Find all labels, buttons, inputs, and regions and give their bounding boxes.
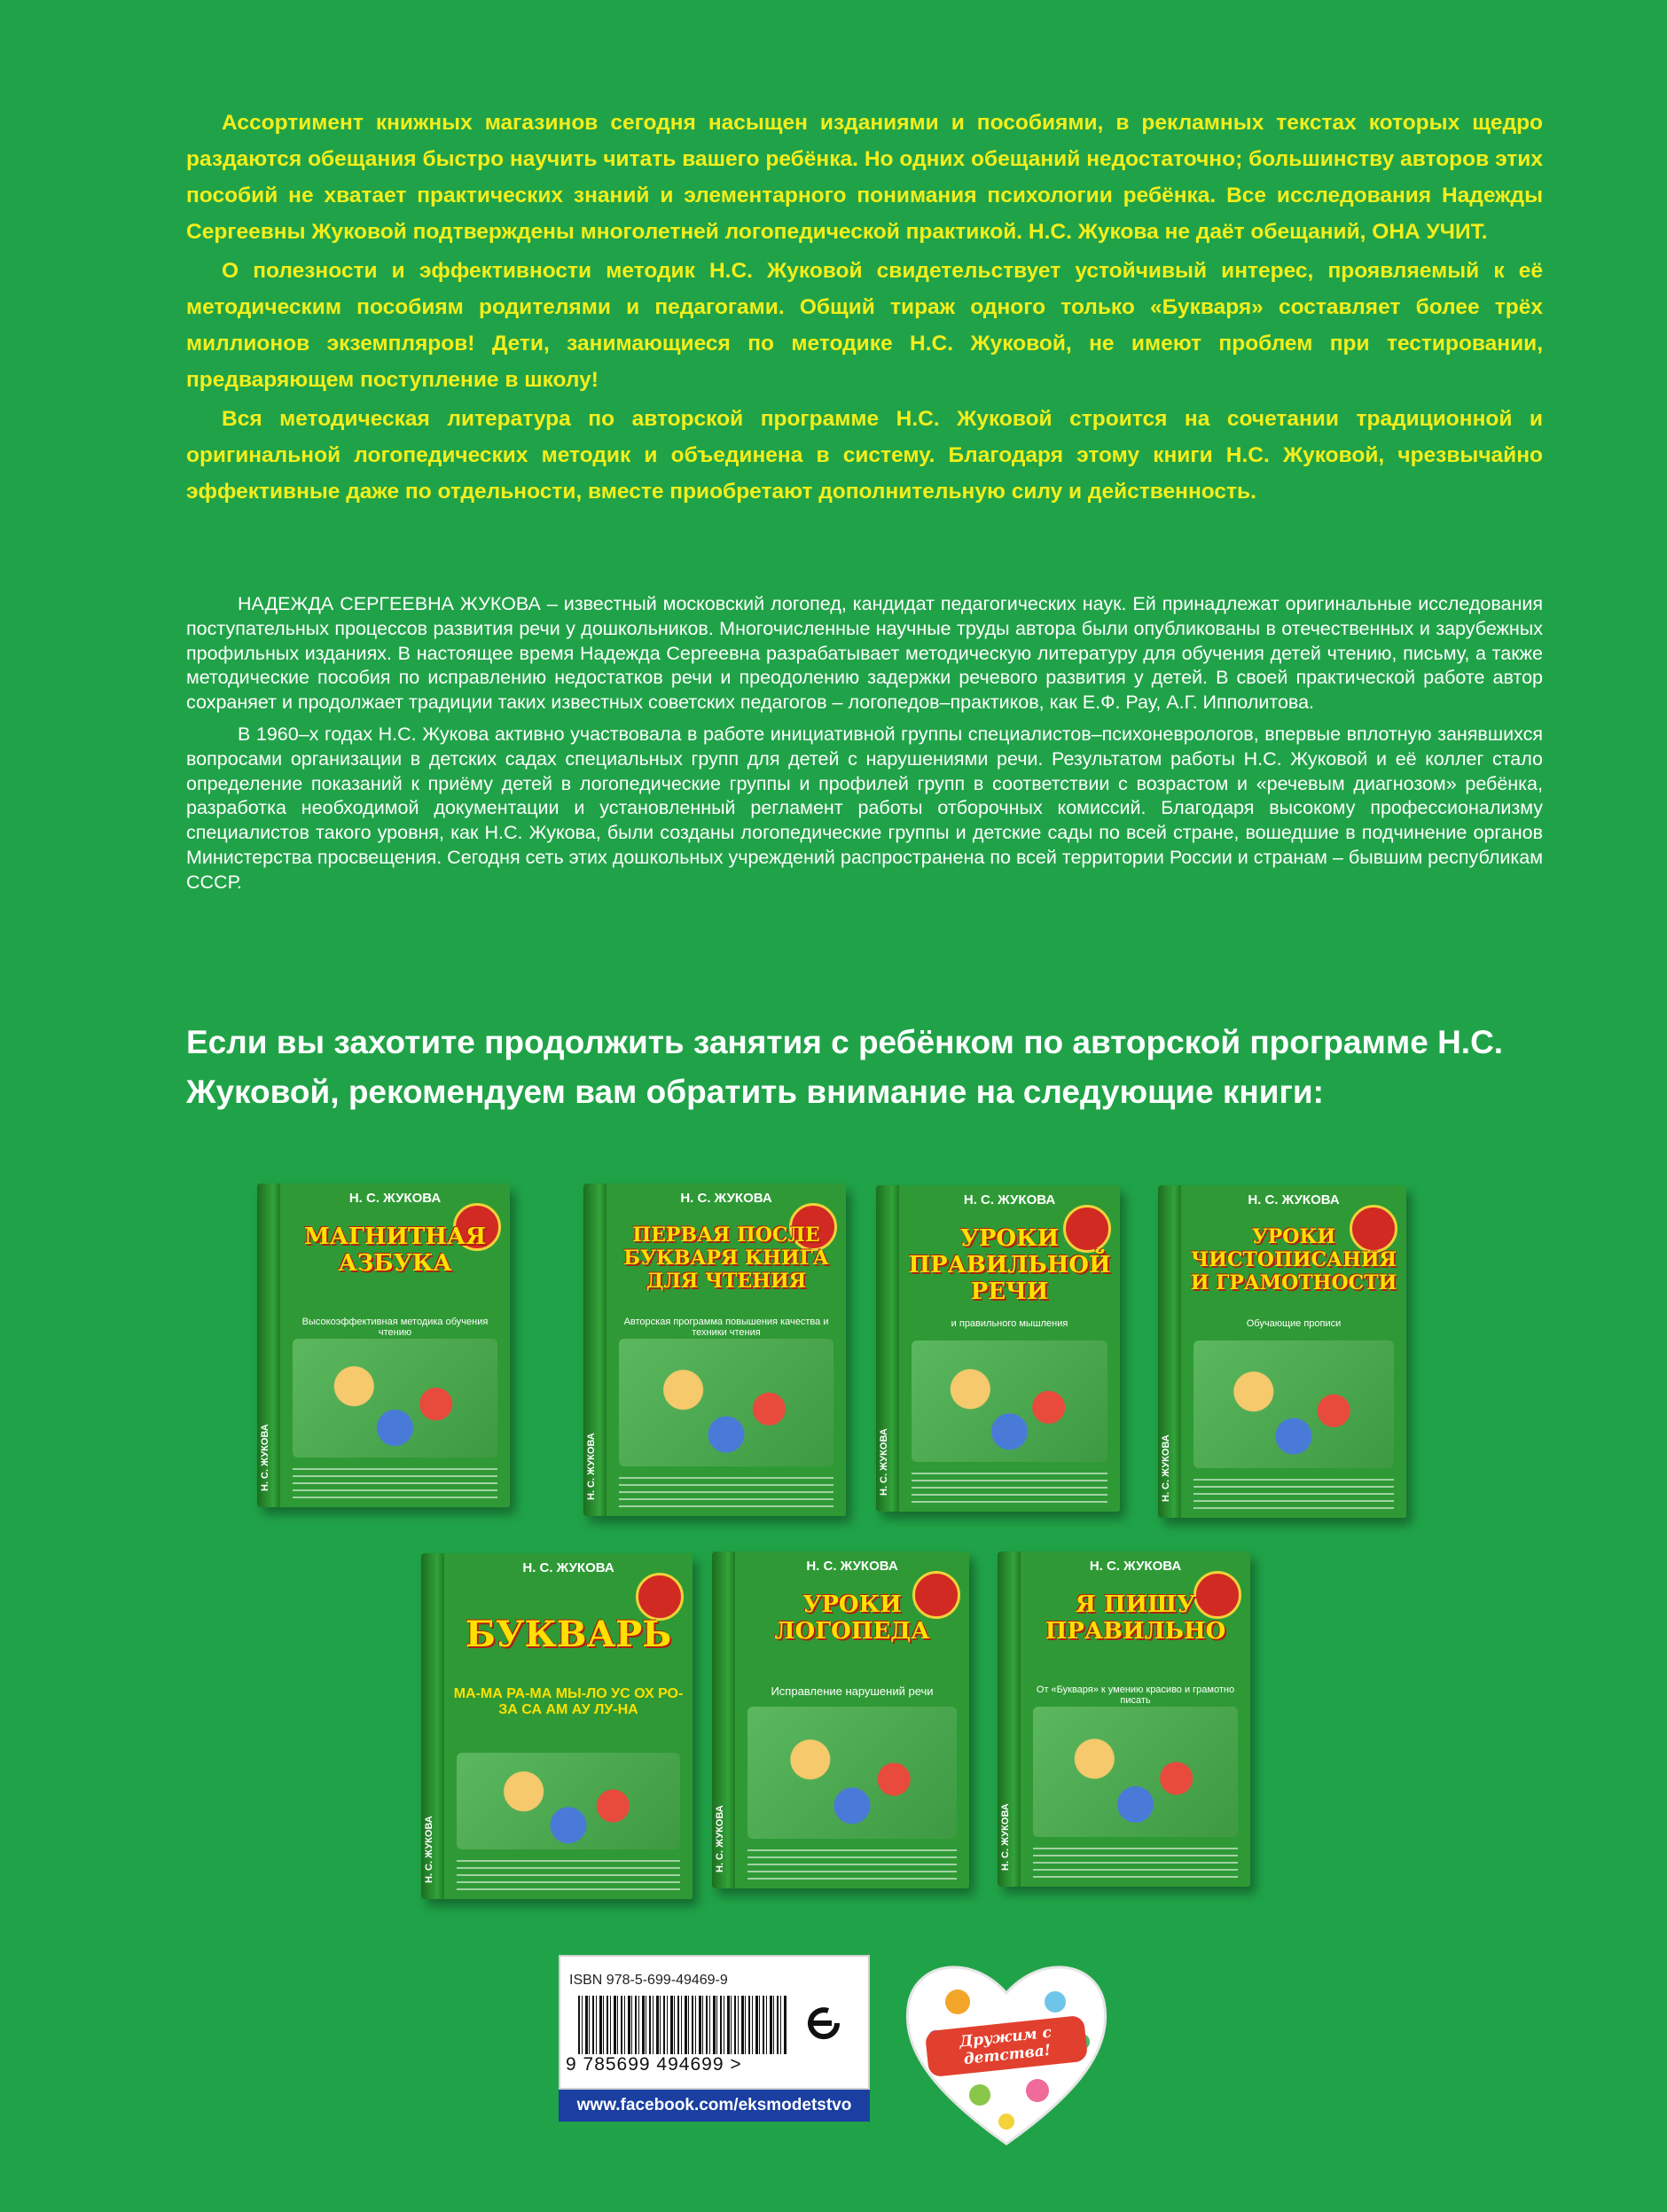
book-spine-text: Н. С. ЖУКОВА xyxy=(879,1428,889,1496)
barcode-icon xyxy=(578,1996,787,2054)
cover-illustration-icon xyxy=(747,1707,957,1839)
book-spine-text: Н. С. ЖУКОВА xyxy=(1000,1803,1011,1871)
book-spine-text: Н. С. ЖУКОВА xyxy=(424,1816,434,1883)
book-title: УРОКИ ПРАВИЛЬНОЙ РЕЧИ xyxy=(908,1225,1111,1305)
book-correct-speech[interactable] xyxy=(876,1185,1120,1512)
cover-illustration-icon xyxy=(293,1339,497,1458)
book-author: Н. С. ЖУКОВА xyxy=(522,1560,614,1575)
intro-text xyxy=(186,105,1543,512)
book-author: Н. С. ЖУКОВА xyxy=(1248,1192,1340,1208)
barcode-digits: 9 785699 494699 > xyxy=(566,2054,742,2075)
cover-notes xyxy=(619,1472,834,1507)
cover-illustration-icon xyxy=(457,1753,680,1849)
isbn-label: ISBN 978-5-699-49469-9 xyxy=(569,1973,728,1988)
book-spine-text: Н. С. ЖУКОВА xyxy=(260,1424,270,1491)
book-author: Н. С. ЖУКОВА xyxy=(680,1191,772,1206)
book-subtitle: Авторская программа повышения качества и техники чтения xyxy=(623,1317,829,1338)
book-speech-therapist[interactable] xyxy=(712,1552,969,1888)
heart-sticker-label: Дружим с детства! xyxy=(925,2015,1088,2078)
book-magnetic-alphabet[interactable] xyxy=(257,1184,510,1507)
book-spine-text: Н. С. ЖУКОВА xyxy=(586,1433,597,1500)
cover-illustration-icon xyxy=(619,1339,834,1466)
recommendation-heading: Если вы захотите продолжить занятия с ребёнком по авторской программе Н.С. Жуковой, рекомендуем вам обратить внимание на следующие книги: xyxy=(186,1024,1504,1110)
book-title: УРОКИ ЧИСТОПИСАНИЯ И ГРАМОТНОСТИ xyxy=(1190,1225,1397,1294)
book-author: Н. С. ЖУКОВА xyxy=(963,1192,1056,1208)
facebook-link[interactable]: www.facebook.com/eksmodetstvo xyxy=(559,2090,870,2122)
bio-paragraph-1: НАДЕЖДА СЕРГЕЕВНА ЖУКОВА – известный московский логопед, кандидат педагогических наук. Ей принадлежат оригинальные исследования поступательных процессов развития речи у дошкольников. Многочисленные научные труды автора были опубликованы в отечественных и зарубежных профильных изданиях. В настоящее время Надежда Сергеевна разрабатывает методическую литературу для обучения детей чтению, письму, а также методические пособия по исправлению недостатков речи и преодолению задержки речевого развития у детей. В своей практической работе автор сохраняет и продолжает традиции таких известных советских педагогов – логопедов–практиков, как Е.Ф. Рау, А.Г. Ипполитова. xyxy=(186,593,1543,714)
book-author: Н. С. ЖУКОВА xyxy=(348,1191,442,1206)
book-title: УРОКИ ЛОГОПЕДА xyxy=(774,1591,930,1645)
cover-illustration-icon xyxy=(1033,1707,1238,1837)
book-spine-text: Н. С. ЖУКОВА xyxy=(715,1805,725,1872)
book-bukvar[interactable] xyxy=(421,1553,693,1899)
cover-notes xyxy=(457,1855,680,1890)
book-author: Н. С. ЖУКОВА xyxy=(806,1559,898,1574)
book-spine-text: Н. С. ЖУКОВА xyxy=(1161,1434,1171,1502)
cover-illustration-icon xyxy=(912,1340,1107,1462)
book-subtitle: МА-МА РА-МА МЫ-ЛО УС ОХ РО-ЗА СА АМ АУ ЛУ-НА xyxy=(453,1686,684,1717)
book-title: ПЕРВАЯ ПОСЛЕ БУКВАРЯ КНИГА ДЛЯ ЧТЕНИЯ xyxy=(623,1223,829,1293)
cover-notes xyxy=(293,1463,497,1498)
book-first-reader[interactable] xyxy=(583,1184,846,1516)
publisher-logo-icon xyxy=(802,2001,846,2045)
book-title: МАГНИТНАЯ АЗБУКА xyxy=(303,1223,487,1277)
cover-notes xyxy=(1033,1842,1238,1878)
intro-paragraph-3: Вся методическая литература по авторской программе Н.С. Жуковой строится на сочетании традиционной и оригинальной логопедических методик и объединена в систему. Благодаря этому книги Н.С. Жуковой, чрезвычайно эффективные даже по отдельности, вместе приобретают дополнительную силу и действенность. xyxy=(186,407,1543,504)
cover-notes xyxy=(747,1844,957,1880)
isbn-barcode-block xyxy=(559,1955,870,2090)
cover-notes xyxy=(1194,1473,1394,1509)
author-bio xyxy=(186,592,1543,903)
cover-notes xyxy=(912,1467,1107,1503)
intro-paragraph-1: Ассортимент книжных магазинов сегодня насыщен изданиями и пособиями, в рекламных текстах которых щедро раздаются обещания быстро научить читать вашего ребёнка. Но одних обещаний недостаточно; большинству авторов этих пособий не хватает практических знаний и элементарного понимания психологии ребёнка. Все исследования Надежды Сергеевны Жуковой подтверждены многолетней логопедической практикой. Н.С. Жукова не даёт обещаний, ОНА УЧИТ. xyxy=(186,111,1543,244)
book-author: Н. С. ЖУКОВА xyxy=(1089,1559,1182,1574)
cover-illustration-icon xyxy=(1194,1340,1394,1468)
book-subtitle: Обучающие прописи xyxy=(1246,1318,1342,1329)
bio-paragraph-2: В 1960–х годах Н.С. Жукова активно участвовала в работе инициативной группы специалистов–психоневрологов, впервые вплотную занявшихся вопросами организации в детских садах специальных групп для детей с нарушениями речи. Результатом работы Н.С. Жуковой и её коллег стало определение показаний к приёму детей в логопедические группы и профилей групп в соответствии с возрастом и «речевым диагнозом» ребёнка, разработка необходимой документации и установленный регламент работы отборочных комиссий. Благодаря высокому профессионализму специалистов такого уровня, как Н.С. Жукова, были созданы логопедические группы и детские сады по всей стране, вошедшие в подчинение органов Министерства просвещения. Сегодня сеть этих дошкольных учреждений распространена по всей территории России и странам – бывшим республикам СССР. xyxy=(186,723,1543,893)
book-calligraphy[interactable] xyxy=(1158,1185,1406,1518)
book-subtitle: Исправление нарушений речи xyxy=(771,1684,934,1698)
book-subtitle: и правильного мышления xyxy=(951,1318,1068,1329)
book-title: Я ПИШУ ПРАВИЛЬНО xyxy=(1045,1591,1226,1645)
book-subtitle: От «Букваря» к умению красиво и грамотно писать xyxy=(1036,1684,1235,1706)
book-subtitle: Высокоэффективная методика обучения чтению xyxy=(301,1317,489,1338)
book-title: БУКВАРЬ xyxy=(465,1614,672,1655)
book-write-correctly[interactable] xyxy=(998,1552,1250,1887)
intro-paragraph-2: О полезности и эффективности методик Н.С. Жуковой свидетельствует устойчивый интерес, проявляемый к её методическим пособиям родителями и педагогами. Общий тираж одного только «Букваря» составляет более трёх миллионов экземпляров! Дети, занимающиеся по методике Н.С. Жуковой, не имеют проблем при тестировании, предваряющем поступление в школу! xyxy=(186,259,1543,392)
